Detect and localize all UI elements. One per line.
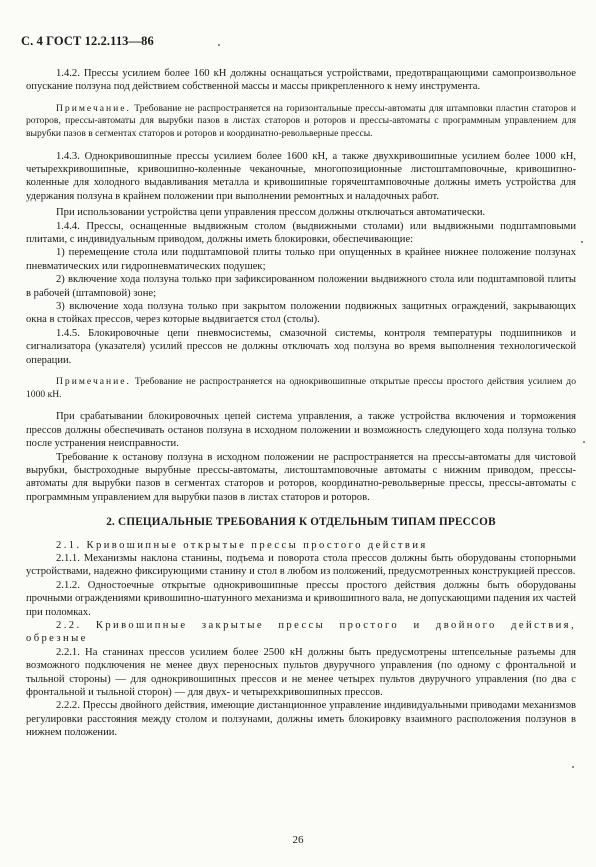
list-item-1: 1) перемещение стола или подштамповой плиты только при опущенных в крайнее нижнее положение ползунах пневматических или гидропневматических подушек; bbox=[26, 247, 576, 272]
speck-mark bbox=[218, 44, 220, 46]
list-item-2: 2) включение хода ползуна только при зафиксированном положении выдвижного стола или подштамповой плиты в рабочей (штамповой) зоне; bbox=[26, 274, 576, 299]
speck-mark bbox=[583, 441, 585, 443]
paragraph-1-4-5: 1.4.5. Блокировочные цепи пневмосистемы, смазочной системы, контроля температуры подшипников и сигнализатора (указателя) усилий прессов не должны отключать ход ползуна во время выполнения технологической операции. bbox=[26, 327, 576, 366]
paragraph-1-4-3: 1.4.3. Однокривошипные прессы усилием более 1600 кН, а также двухкривошипные усилием более 1000 кН, четырехкривошипные, кривошипно-коленные чеканочные, многопозиционные листоштамповочные, кривошипно-коленные для холодного выдавливания металла и кривошипные горячештамповочные должны иметь устройства для удержания ползуна в крайнем положении при выполнении ремонтных и наладочных работ. bbox=[26, 150, 576, 202]
paragraph-2-1-1: 2.1.1. Механизмы наклона станины, подъема и поворота стола прессов должны быть оборудованы стопорными устройствами, надежно фиксирующими станину и стол в любом из положений, предусмотренных конструкцией прессов. bbox=[26, 552, 576, 578]
note-2 bbox=[26, 376, 576, 401]
paragraph-requirement: Требование к останову ползуна в исходном положении не распространяется на прессы-автоматы для чистовой вырубки, быстроходные вырубные прессы-автоматы, листоштамповочные автоматы с нижним приводом, прессы-автоматы для вырубки пазов в сегментах статоров и роторов, координатно-револьверные прессы, прессы-автоматы с программным управлением для вырубки пазов в листах статоров и роторов. bbox=[26, 451, 576, 503]
subsection-2-1-title: 2.1. Кривошипные открытые прессы простого действия bbox=[56, 539, 428, 551]
subsection-2-2-title: 2.2. Кривошипные закрытые прессы простого и двойного действия, обрезные bbox=[26, 619, 576, 645]
note-label: Примечание. bbox=[56, 376, 131, 388]
list-item-3: 3) включение хода ползуна только при закрытом положении подвижных защитных ограждений, закрывающих окна в стойках прессов, через которые выдвигается стол (столы). bbox=[26, 301, 576, 326]
paragraph-blocking: При срабатывании блокировочных цепей система управления, а также устройства включения и торможения прессов должны обеспечивать останов ползуна в исходном положении и возможность следующего хода ползуна только после устранения неисправности. bbox=[26, 411, 576, 450]
page-number: 26 bbox=[292, 834, 304, 846]
note-label: Примечание. bbox=[56, 102, 131, 114]
note-text: Требование не распространяется на однокривошипные открытые прессы простого действия усилием до 1000 кН. bbox=[26, 376, 576, 400]
paragraph-1-4-4: 1.4.4. Прессы, оснащенные выдвижным столом (выдвижными столами) или выдвижными подштамповыми плитами, с индивидуальным приводом, должны иметь блокировки, обеспечивающие: bbox=[26, 220, 576, 246]
paragraph-2-2-2: 2.2.2. Прессы двойного действия, имеющие дистанционное управление индивидуальными приводами механизмов регулировки расстояния между столом и ползунами, должны иметь блокировку взаимного расположения ползунов в нижнем положении. bbox=[26, 700, 576, 739]
paragraph-1-4-2: 1.4.2. Прессы усилием более 160 кН должны оснащаться устройствами, предотвращающими самопроизвольное опускание ползуна под действием собственной массы и массы прикрепленного к нему инструмента. bbox=[26, 68, 576, 93]
paragraph-2-2-1: 2.2.1. На станинах прессов усилием более 2500 кН должны быть предусмотрены штепсельные разъемы для возможного подключения не менее двух переносных пультов двуручного управления (по одному с фронтальной и тыльной стороны) — для однокривошипных прессов и не менее четырех пультов двуручного управления (по два с фронтальной и тыльной сторон) — для двух- и четырехкривошипных прессов. bbox=[26, 646, 576, 698]
speck-mark bbox=[581, 241, 583, 243]
paragraph-2-1-2: 2.1.2. Одностоечные открытые однокривошипные прессы простого действия должны быть оборудованы прочными ограждениями кривошипно-шатунного механизма и кривошипного вала, не допускающими падения их частей при поломках. bbox=[26, 579, 576, 618]
paragraph-chain-control: При использовании устройства цепи управления прессом должны отключаться автоматически. bbox=[56, 207, 486, 219]
speck-mark bbox=[572, 766, 574, 768]
page-body bbox=[26, 67, 576, 740]
note-1 bbox=[26, 103, 576, 141]
section-2-title: 2. СПЕЦИАЛЬНЫЕ ТРЕБОВАНИЯ К ОТДЕЛЬНЫМ ТИПАМ ПРЕССОВ bbox=[106, 516, 496, 529]
page-header: С. 4 ГОСТ 12.2.113—86 bbox=[21, 34, 154, 48]
note-text: Требование не распространяется на горизонтальные прессы-автоматы для штамповки пластин статоров и роторов, прессы-автоматы для вырубки пазов в листах статоров и роторов и прессы-автоматы с программным управлением для вырубки пазов в сегментах статоров и роторов и координатно-револьверные прессы. bbox=[26, 102, 576, 139]
